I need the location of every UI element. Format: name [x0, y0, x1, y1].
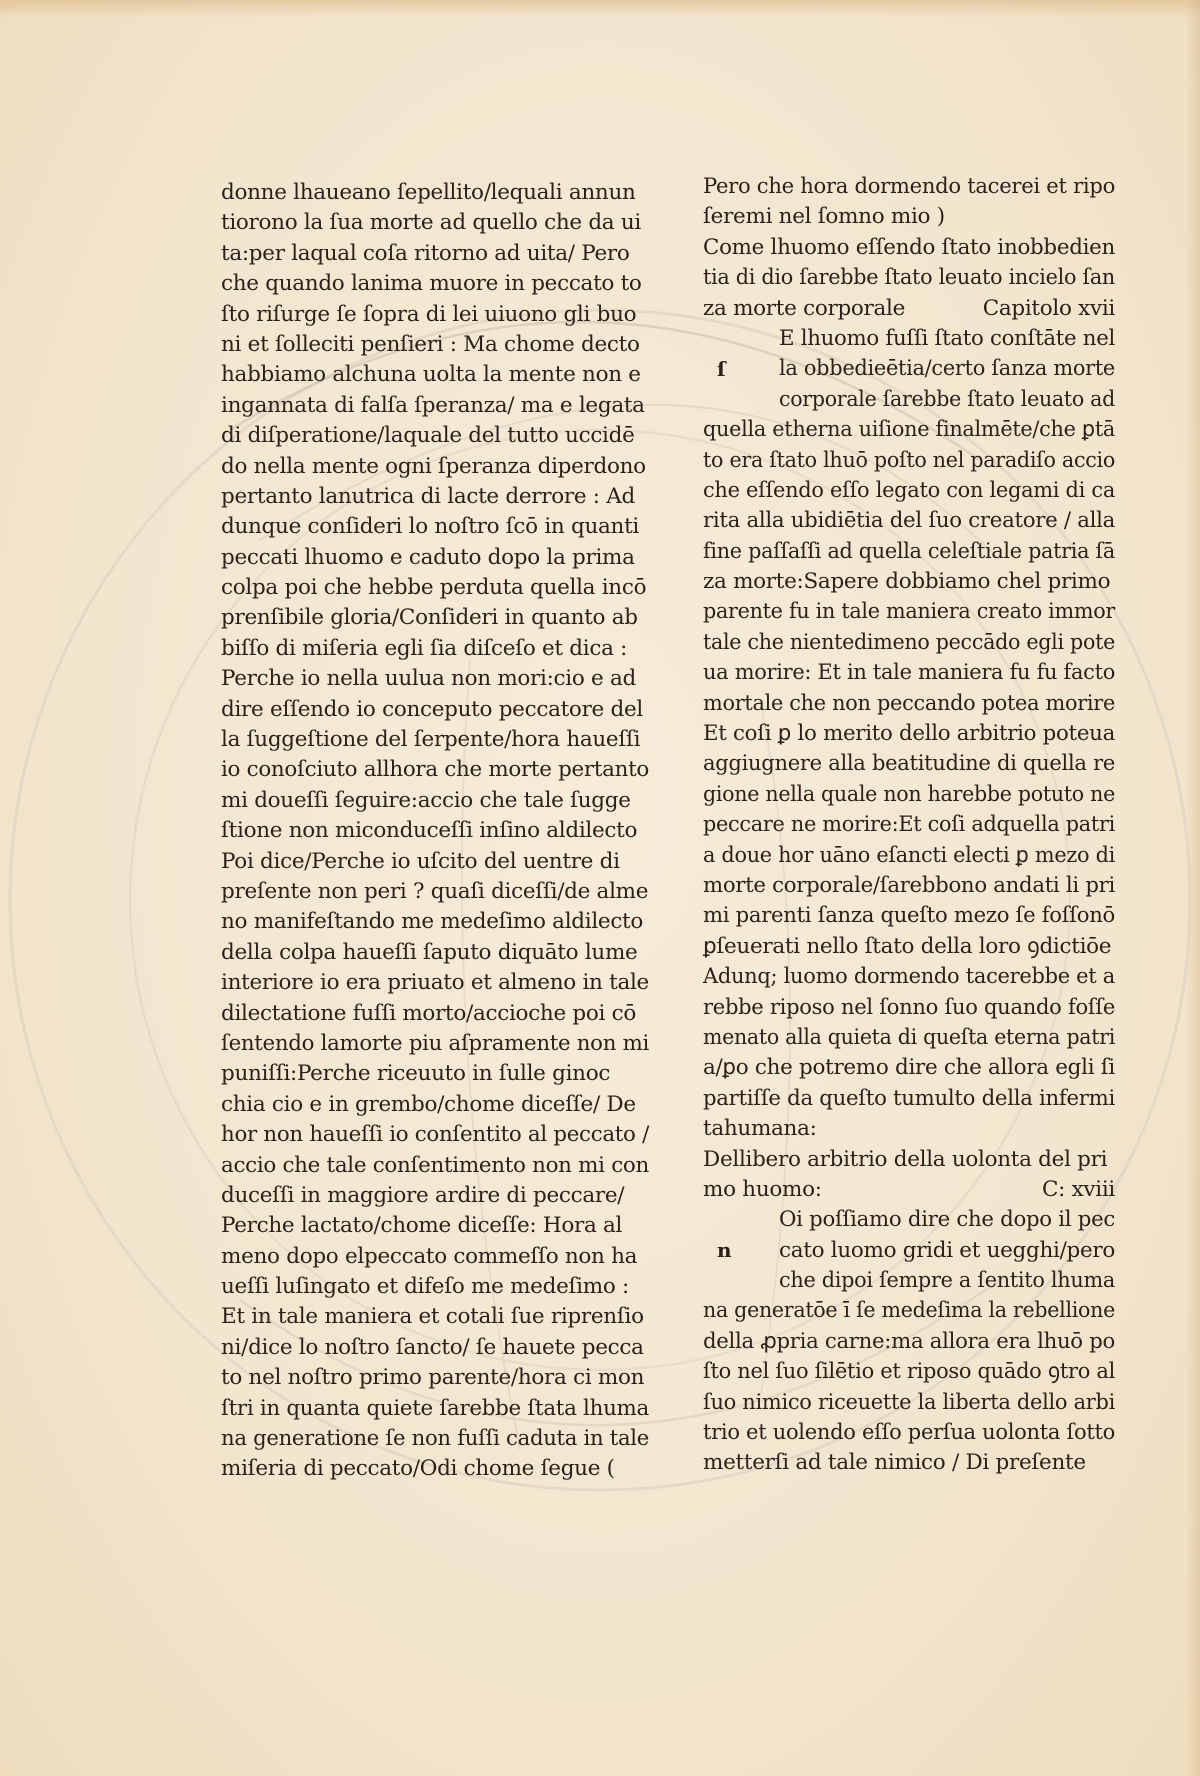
text-line: hor non haueſſi io conſentito al peccato / [221, 1122, 649, 1148]
text-line: ſto riſurge ſe ſopra di lei uiuono gli buo [221, 301, 637, 327]
text-line: Perche lactato/chome diceſſe: Hora al [221, 1213, 623, 1239]
text-line: ſentendo lamorte piu aſpramente non mi [221, 1030, 649, 1056]
chapter-heading-line [703, 294, 1115, 324]
text-line: puniſſi:Perche riceuuto in ſulle ginoc [221, 1061, 611, 1087]
text-line: peccare ne morire:Et coſi adquella patri [703, 812, 1115, 838]
text-line: che dipoi ſempre a ſentito lhuma [779, 1268, 1115, 1294]
initial-block-chapter-18 [703, 1205, 1115, 1296]
text-line: ſtione non miconduceſſi inſino aldilecto [221, 818, 638, 844]
chapter-heading-text: za morte corporale [703, 295, 906, 321]
text-line: partiſſe da queſto tumulto della infermi [703, 1085, 1115, 1111]
text-line: Perche io nella uulua non mori:cio e ad [221, 666, 636, 692]
text-line: tale che nientedimeno peccādo egli pote [703, 629, 1115, 655]
text-line: ſuo nimico riceuette la liberta dello arbi [703, 1389, 1115, 1415]
text-line: della colpa haueſſi ſaputo diquāto lume [221, 939, 638, 965]
text-line: cato luomo gridi et uegghi/pero [779, 1237, 1115, 1263]
text-line: rebbe riposo nel ſonno ſuo quando foſſe [703, 994, 1115, 1020]
text-line: a/ꝑo che potremo dire che allora egli ſi [703, 1055, 1115, 1081]
text-line: a doue hor uāno eſancti electi ꝑ mezo di [703, 842, 1115, 868]
chapter-number: C: xviii [1041, 1176, 1115, 1202]
text-line: corporale ſarebbe ſtato leuato ad [779, 386, 1115, 412]
initial-letter-guide: ſ [717, 356, 726, 381]
text-line: to nel noſtro primo parente/hora ci mon [221, 1365, 645, 1391]
text-line: metterſi ad tale nimico / Di preſente [703, 1450, 1086, 1476]
text-line: interiore io era priuato et almeno in tale [221, 970, 649, 996]
text-line: gione nella quale non harebbe potuto ne [703, 781, 1115, 807]
text-line: mi doueſſi ſeguire:accio che tale ſugge [221, 787, 631, 813]
text-line: miſeria di peccato/Odi chome ſegue ( [221, 1456, 615, 1482]
text-line: ſtri in quanta quiete ſarebbe ſtata lhuma [221, 1395, 649, 1421]
text-line: dilectatione fuſſi morto/accioche poi cō [221, 1000, 637, 1026]
chapter-number: Capitolo xvii [982, 295, 1115, 321]
text-line: mi parenti ſanza queſto mezo ſe foſſonō [703, 903, 1115, 929]
text-line: Come lhuomo eſſendo ſtato inobbedien [703, 234, 1115, 260]
text-line: pertanto lanutrica di lacte derrore : Ad [221, 483, 635, 509]
text-line: colpa poi che hebbe perduta quella incō [221, 575, 647, 601]
text-line: accio che tale conſentimento non mi con [221, 1152, 649, 1178]
text-line: na generatōe ī ſe medeſima la rebellione [703, 1298, 1115, 1324]
text-line: ꝑſeuerati nello ſtato della loro ꝯdictiōe [703, 933, 1112, 959]
right-text-column [703, 172, 1115, 1479]
left-text-column [221, 178, 649, 1485]
text-line: di diſperatione/laquale del tutto uccidē [221, 423, 635, 449]
text-line: dire eſſendo io conceputo peccatore del [221, 696, 643, 722]
initial-letter-guide: n [717, 1238, 732, 1263]
text-line: duceſſi in maggiore ardire di peccare/ [221, 1182, 625, 1208]
text-line: meno dopo elpeccato commeſſo non ha [221, 1243, 638, 1269]
text-line: quella etherna uiſione finalmēte/che ꝑtā [703, 417, 1115, 443]
text-line: la ſuggeſtione del ſerpente/hora haueſſi [221, 727, 641, 753]
chapter-heading-line [703, 1175, 1115, 1205]
text-line: Pero che hora dormendo tacerei et ripo [703, 174, 1115, 199]
text-line: no manifeſtando me medeſimo aldilecto [221, 909, 644, 935]
text-line: morte corporale/ſarebbono andati li pri [703, 872, 1115, 898]
text-line: ni et ſolleciti penſieri : Ma chome decto [221, 331, 640, 357]
text-line: na generatione ſe non fuſſi caduta in tale [221, 1426, 649, 1452]
text-line: aggiugnere alla beatitudine di quella re [703, 751, 1115, 777]
text-line: fine paſſaſſi ad quella celeſtiale patria ſā [703, 538, 1115, 564]
text-line: Et in tale maniera et cotali ſue riprenſio [221, 1304, 644, 1330]
text-line: Poi dice/Perche io uſcito del uentre di [221, 848, 620, 874]
text-line: peccati lhuomo e caduto dopo la prima [221, 544, 635, 570]
text-line: za morte:Sapere dobbiamo chel primo [703, 569, 1111, 595]
text-line: chia cio e in grembo/chome diceſſe/ De [221, 1091, 636, 1117]
text-line: ſto nel ſuo ſilētio et riposo quādo ꝯtro al [703, 1359, 1115, 1385]
text-line: ta:per laqual coſa ritorno ad uita/ Pero [221, 240, 630, 266]
text-line: rita alla ubidiētia del ſuo creatore / alla [703, 508, 1115, 534]
text-line: tiorono la ſua morte ad quello che da ui [221, 210, 641, 236]
text-line: tahumana: [703, 1116, 817, 1142]
text-line: ueſſi luſingato et difeſo me medeſimo : [221, 1274, 629, 1300]
text-line: dunque conſideri lo noſtro ſcō in quanti [221, 514, 639, 540]
text-line: ingannata di falſa ſperanza/ ma e legata [221, 392, 645, 418]
text-line: della ꝓpria carne:ma allora era lhuō po [703, 1328, 1115, 1354]
text-line: ni/dice lo noſtro ſancto/ ſe hauete pecca [221, 1334, 644, 1360]
text-line: Et coſi ꝑ lo merito dello arbitrio poteua [703, 721, 1115, 747]
text-line: che quando lanima muore in peccato to [221, 271, 642, 297]
text-line: Oi poſſiamo dire che dopo il pec [779, 1207, 1115, 1233]
chapter-heading-line: Dellibero arbitrio della uolonta del pri [703, 1146, 1108, 1172]
text-line: menato alla quieta di queſta eterna patri [703, 1024, 1115, 1050]
text-line: parente fu in tale maniera creato immor [703, 599, 1115, 625]
text-line: prenſibile gloria/Conſideri in quanto ab [221, 605, 638, 631]
text-line: biſſo di miſeria egli ſia diſceſo et dica : [221, 635, 628, 661]
text-line: ſeremi nel ſomno mio ) [703, 204, 945, 230]
initial-block-chapter-17 [703, 324, 1115, 415]
text-line: la obbedieētia/certo ſanza morte [779, 356, 1115, 382]
text-line: Adunq; luomo dormendo tacerebbe et a [703, 964, 1115, 990]
text-line: mortale che non peccando potea morire [703, 690, 1115, 716]
text-line: trio et uolendo eſſo perſua uolonta ſotto [703, 1420, 1115, 1446]
text-line: donne lhaueano ſepellito/lequali annun [221, 180, 636, 205]
chapter-heading-text: mo huomo: [703, 1176, 822, 1202]
text-line: to era ſtato lhuō poſto nel paradiſo accio [703, 447, 1115, 473]
text-line: che eſſendo eſſo legato con legami di ca [703, 477, 1115, 503]
text-line: preſente non peri ? quaſi diceſſi/de alme [221, 878, 649, 904]
text-line: E lhuomo fuſſi ſtato conſtāte nel [779, 325, 1115, 351]
text-line: do nella mente ogni ſperanza diperdono [221, 453, 646, 479]
text-line: habbiamo alchuna uolta la mente non e [221, 362, 641, 388]
text-line: io conoſciuto allhora che morte pertanto [221, 757, 649, 783]
text-line: tia di dio ſarebbe ſtato leuato incielo ſan [703, 265, 1115, 291]
text-line: ua morire: Et in tale maniera fu fu facto [703, 660, 1115, 686]
